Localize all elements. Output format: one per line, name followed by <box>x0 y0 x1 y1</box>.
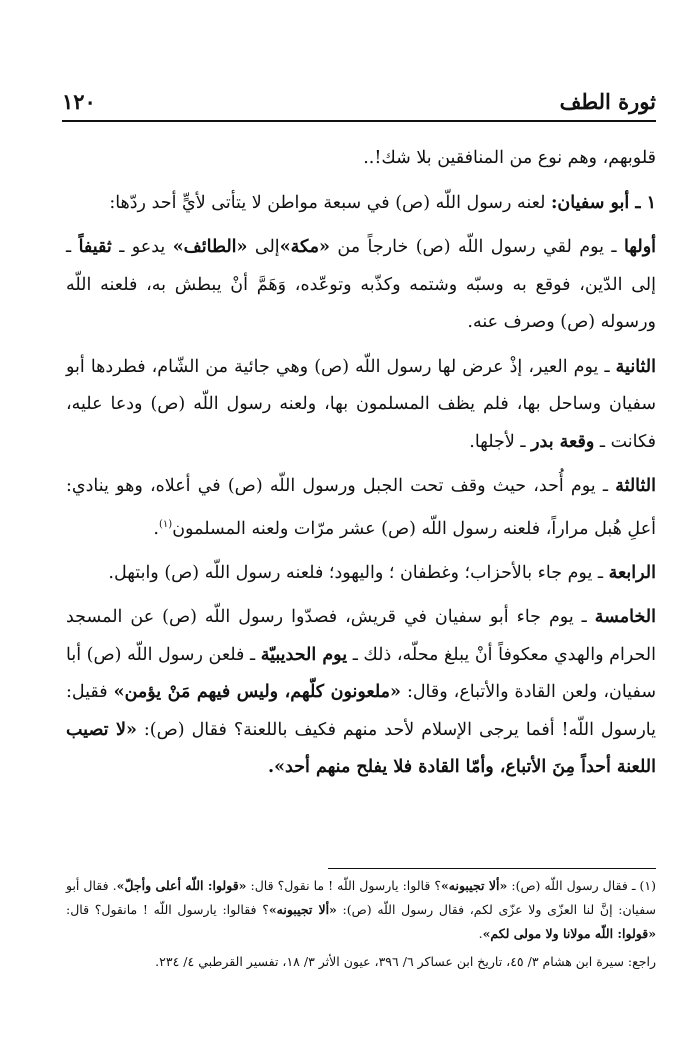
item-1-paragraph: ١ ـ أبو سفيان: لعنه رسول اللّه (ص) في سبعة مواطن لا يتأتى لأيٍّ أحد ردّها: <box>109 192 656 213</box>
fourth-occasion-paragraph: الرابعة ـ يوم جاء بالأحزاب؛ وغطفان ؛ واليهود؛ فلعنه رسول اللّه (ص) وابتهل. <box>108 562 656 583</box>
second-occasion-paragraph: الثانية ـ يوم العير، إذْ عرض لها رسول اللّه (ص) وهي جائية من الشّام، فطردها أبو سفيان وساحل بها، فلم يظف المسلمون بها، ولعنه رسول اللّه (ص) ودعا عليه، فكانت ـ وقعة بدر ـ لأجلها. <box>66 356 656 452</box>
fifth-label: الخامسة <box>594 607 656 628</box>
second-label: الثانية <box>615 356 656 377</box>
footnote-1: (١) ـ فقال رسول اللّه (ص): «ألا تجيبونه»؟ قالوا: يارسول اللّه ! ما نقول؟ قال: «قولوا: اللّه أعلى وأجلّ». فقال أبو سفيان: إنَّ لنا العزّى ولا عزّى لكم، فقال رسول اللّه (ص): «ألا تجيبونه»؟ فقالوا: يارسول اللّه ! مانقول؟ قال: «قولوا: اللّه مولانا ولا مولى لكم». <box>66 878 657 941</box>
intro-paragraph: قلوبهم، وهم نوع من المنافقين بلا شك!.. <box>363 148 656 168</box>
footnote-reference: راجع: سيرة ابن هشام ٣/ ٤٥، تاريخ ابن عساكر ٦/ ٣٩٦، عيون الأثر ٣/ ١٨، تفسير القرطبي ٤/ ٢٣٤. <box>155 954 656 969</box>
footnote-marker: (١) <box>159 518 173 530</box>
third-occasion-paragraph: الثالثة ـ يوم أُحد، حيث وقف تحت الجبل ورسول اللّه (ص) في أعلاه، وهو ينادي: أعلِ هُبل مراراً، فلعنه رسول اللّه (ص) عشر مرّات ولعنه المسلمون$^{(١)}$. <box>66 476 656 539</box>
first-occasion-paragraph: أولها ـ يوم لقي رسول اللّه (ص) خارجاً من «مكة»إلى «الطائف» يدعو ـ ثقيفاً ـ إلى الدّين، فوقع به وسبّه وشتمه وكذّبه وتوعّده، وَهَمَّ أنْ يبطش به، فلعنه اللّه ورسوله (ص) وصرف عنه. <box>66 237 657 332</box>
item-1-label: ١ ـ أبو سفيان: <box>550 192 656 213</box>
first-label: أولها <box>623 237 657 257</box>
page-header <box>62 84 656 114</box>
footnote-divider <box>328 868 656 869</box>
footnotes <box>66 874 656 974</box>
third-label: الثالثة <box>615 476 656 496</box>
header-divider <box>62 120 656 122</box>
fourth-label: الرابعة <box>608 562 656 583</box>
chapter-title: ثورة الطف <box>559 89 656 114</box>
page-number: ١٢٠ <box>62 89 96 114</box>
fifth-occasion-paragraph: الخامسة ـ يوم جاء أبو سفيان في قريش، فصدّوا رسول اللّه (ص) عن المسجد الحرام والهدي معكوفاً أنْ يبلغ محلّه، ذلك ـ يوم الحديبيّة ـ فلعن رسول اللّه (ص) أبا سفيان، ولعن القادة والأتباع، وقال: «ملعونون كلّهم، وليس فيهم مَنْ يؤمن» فقيل: يارسول اللّه! أفما يرجى الإسلام لأحد منهم فكيف باللعنة؟ فقال (ص): «لا تصيب اللعنة أحداً مِنَ الأتباع، وأمّا القادة فلا يفلح منهم أحد». <box>66 607 656 778</box>
main-text <box>66 140 656 794</box>
